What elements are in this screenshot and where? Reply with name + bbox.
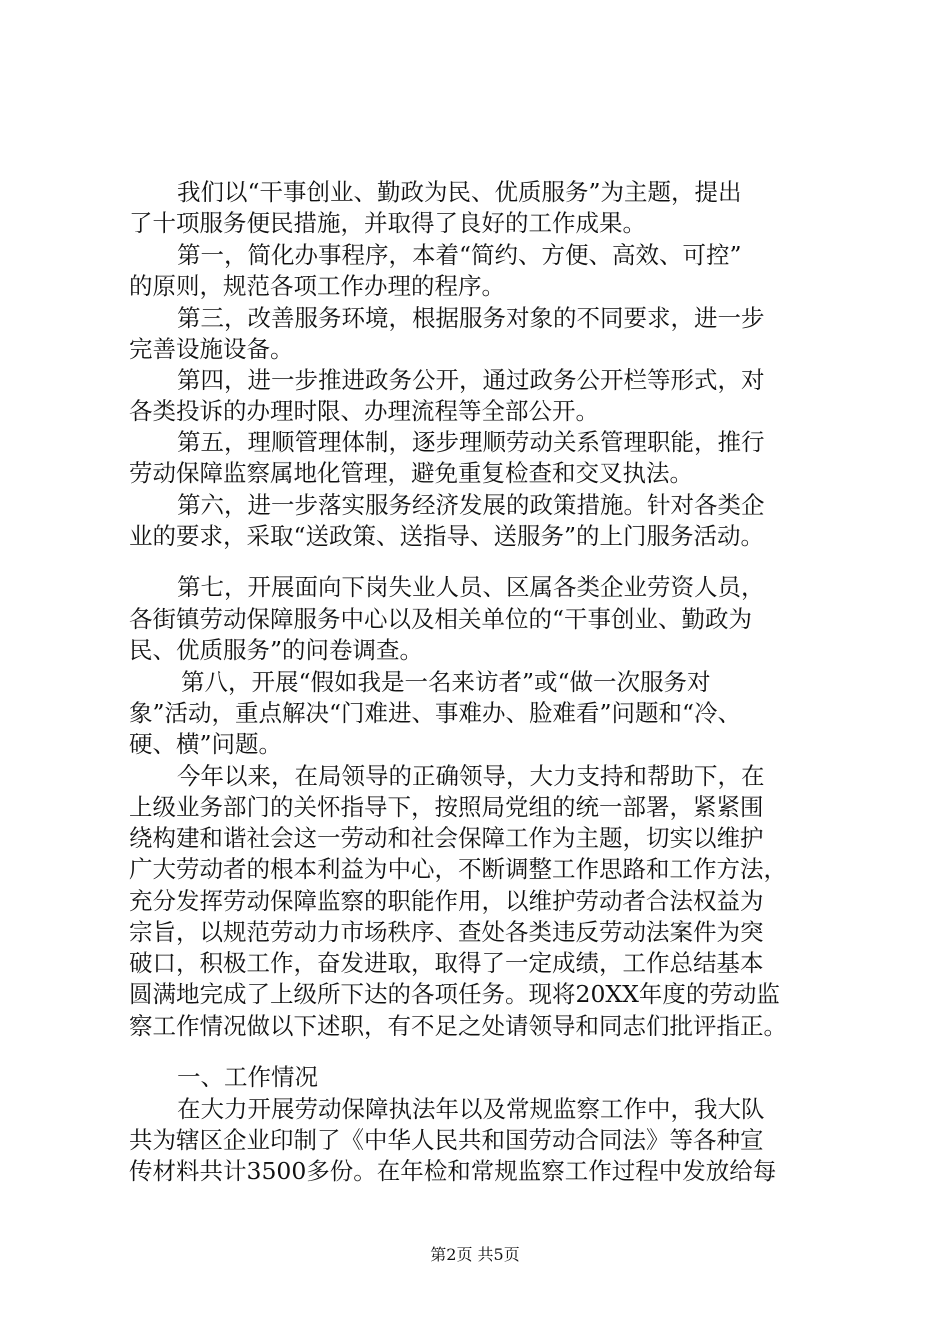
text-line: 我们以“干事创业、勤政为民、优质服务”为主题，提出 — [177, 178, 742, 206]
text-line: 今年以来，在局领导的正确领导，大力支持和帮助下，在 — [177, 762, 765, 790]
section-heading: 一、工作情况 — [177, 1063, 318, 1091]
text-line: 充分发挥劳动保障监察的职能作用，以维护劳动者合法权益为 — [129, 887, 764, 915]
text-line: 第三，改善服务环境，根据服务对象的不同要求，进一步 — [177, 304, 765, 332]
text-line: 第六，进一步落实服务经济发展的政策措施。针对各类企 — [177, 491, 765, 519]
text-line: 宗旨，以规范劳动力市场秩序、查处各类违反劳动法案件为突 — [129, 918, 764, 946]
text-line: 业的要求，采取“送政策、送指导、送服务”的上门服务活动。 — [129, 522, 765, 550]
text-line: 劳动保障监察属地化管理，避免重复检查和交叉执法。 — [129, 459, 693, 487]
text-line: 完善设施设备。 — [129, 335, 294, 363]
text-line: 各街镇劳动保障服务中心以及相关单位的“干事创业、勤政为 — [129, 605, 753, 633]
text-line: 圆满地完成了上级所下达的各项任务。现将20XX年度的劳动监 — [129, 980, 780, 1008]
text-line: 第五，理顺管理体制，逐步理顺劳动关系管理职能，推行 — [177, 428, 765, 456]
text-line: 察工作情况做以下述职，有不足之处请领导和同志们批评指正。 — [129, 1012, 787, 1040]
text-line: 各类投诉的办理时限、办理流程等全部公开。 — [129, 397, 599, 425]
text-line: 第一，简化办事程序，本着“简约、方便、高效、可控” — [177, 241, 742, 269]
text-line: 象”活动，重点解决“门难进、事难办、脸难看”问题和“冷、 — [129, 699, 742, 727]
text-line: 广大劳动者的根本利益为中心，不断调整工作思路和工作方法， — [129, 855, 787, 883]
text-line: 传材料共计3500多份。在年检和常规监察工作过程中发放给每 — [129, 1157, 777, 1185]
text-line: 在大力开展劳动保障执法年以及常规监察工作中，我大队 — [177, 1095, 765, 1123]
text-line: 上级业务部门的关怀指导下，按照局党组的统一部署，紧紧围 — [129, 793, 764, 821]
text-line: 破口，积极工作，奋发进取，取得了一定成绩，工作总结基本 — [129, 949, 764, 977]
text-line: 第八，开展“假如我是一名来访者”或“做一次服务对 — [181, 668, 711, 696]
text-line: 共为辖区企业印制了《中华人民共和国劳动合同法》等各种宣 — [129, 1126, 764, 1154]
text-line: 民、优质服务”的问卷调查。 — [129, 636, 424, 664]
text-line: 第四，进一步推进政务公开，通过政务公开栏等形式，对 — [177, 366, 765, 394]
page-number-footer: 第2页 共5页 — [430, 1245, 520, 1264]
text-line: 第七，开展面向下岗失业人员、区属各类企业劳资人员， — [177, 573, 765, 601]
text-line: 绕构建和谐社会这一劳动和社会保障工作为主题，切实以维护 — [129, 824, 764, 852]
text-line: 硬、横”问题。 — [129, 730, 283, 758]
text-line: 的原则，规范各项工作办理的程序。 — [129, 272, 505, 300]
text-line: 了十项服务便民措施，并取得了良好的工作成果。 — [129, 209, 646, 237]
